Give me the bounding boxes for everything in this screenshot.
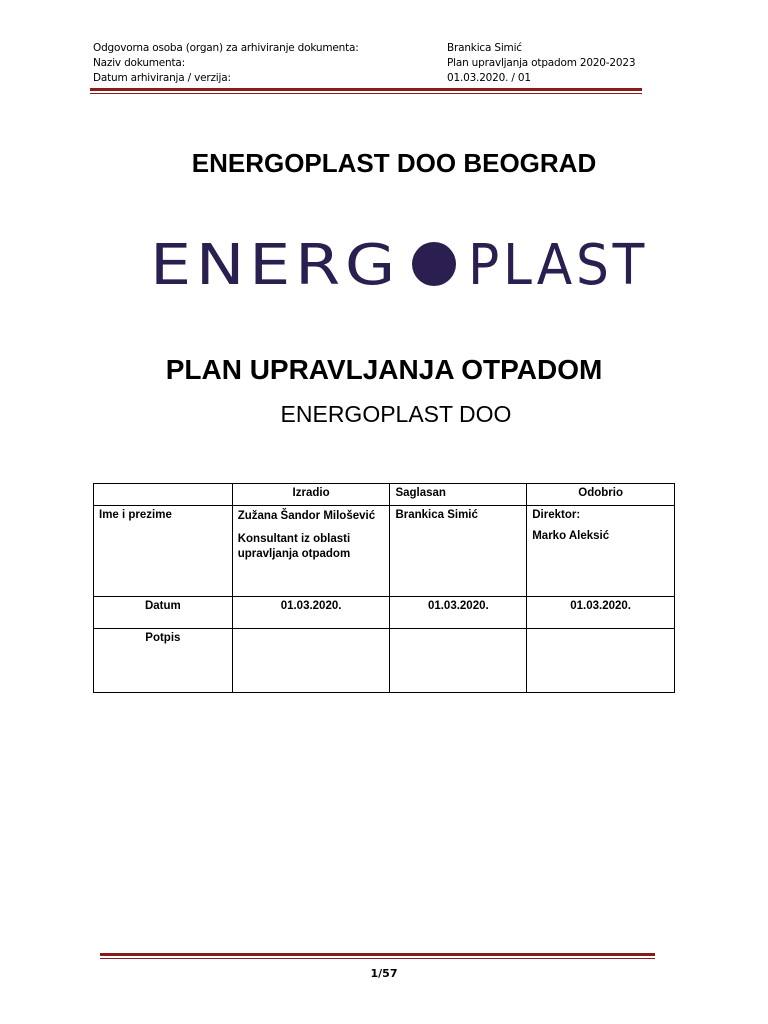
date-odobrio: 01.03.2020.: [527, 597, 675, 629]
header-label-doc-name: Naziv dokumenta:: [93, 57, 186, 69]
signature-odobrio: [527, 629, 675, 693]
odobrio-role: Direktor:: [532, 509, 581, 521]
date-row-label: Datum: [94, 597, 233, 629]
header-value-doc-name: Plan upravljanja otpadom 2020-2023: [447, 57, 636, 69]
date-saglasan: 01.03.2020.: [390, 597, 527, 629]
signature-saglasan: [390, 629, 527, 693]
date-izradio: 01.03.2020.: [232, 597, 390, 629]
signature-izradio: [232, 629, 390, 693]
header-value-responsible: Brankica Simić: [447, 42, 522, 54]
saglasan-name: Brankica Simić: [390, 506, 527, 597]
header-rule-thick: [90, 88, 642, 91]
izradio-name: Zužana Šandor Milošević: [237, 510, 376, 522]
table-header-izradio: Izradio: [232, 484, 390, 506]
logo-text-left: ENERG: [150, 233, 400, 292]
table-header-empty: [94, 484, 233, 506]
footer-rule-thick: [100, 953, 655, 956]
header-label-responsible: Odgovorna osoba (organ) za arhiviranje dokumenta:: [93, 42, 359, 54]
signature-row-label: Potpis: [94, 629, 233, 693]
header-label-archive-date: Datum arhiviranja / verzija:: [93, 72, 231, 84]
name-row-label: Ime i prezime: [94, 506, 233, 597]
header-rule-thin: [90, 93, 642, 94]
table-row-date: [94, 597, 675, 629]
table-header-row: [94, 484, 675, 506]
company-title: ENERGOPLAST DOO BEOGRAD: [191, 148, 597, 178]
izradio-role: Konsultant iz oblasti upravljanja otpadom: [237, 533, 351, 560]
table-header-odobrio: Odobrio: [527, 484, 675, 506]
table-header-saglasan: Saglasan: [390, 484, 527, 506]
table-row-name: [94, 506, 675, 597]
energoplast-logo: [150, 232, 650, 292]
page-number: 1/57: [370, 967, 398, 980]
plan-subtitle: ENERGOPLAST DOO: [280, 401, 512, 427]
plan-title: PLAN UPRAVLJANJA OTPADOM: [165, 354, 603, 385]
table-row-signature: [94, 629, 675, 693]
logo-circle-icon: [412, 242, 456, 286]
odobrio-cell: [527, 506, 675, 597]
odobrio-name: Marko Aleksić: [532, 530, 610, 542]
header-value-archive-date: 01.03.2020. / 01: [447, 72, 531, 84]
approval-table: [93, 483, 675, 693]
logo-text-right: PLAST: [468, 233, 648, 292]
footer-rule-thin: [100, 958, 655, 959]
izradio-cell: [232, 506, 390, 597]
